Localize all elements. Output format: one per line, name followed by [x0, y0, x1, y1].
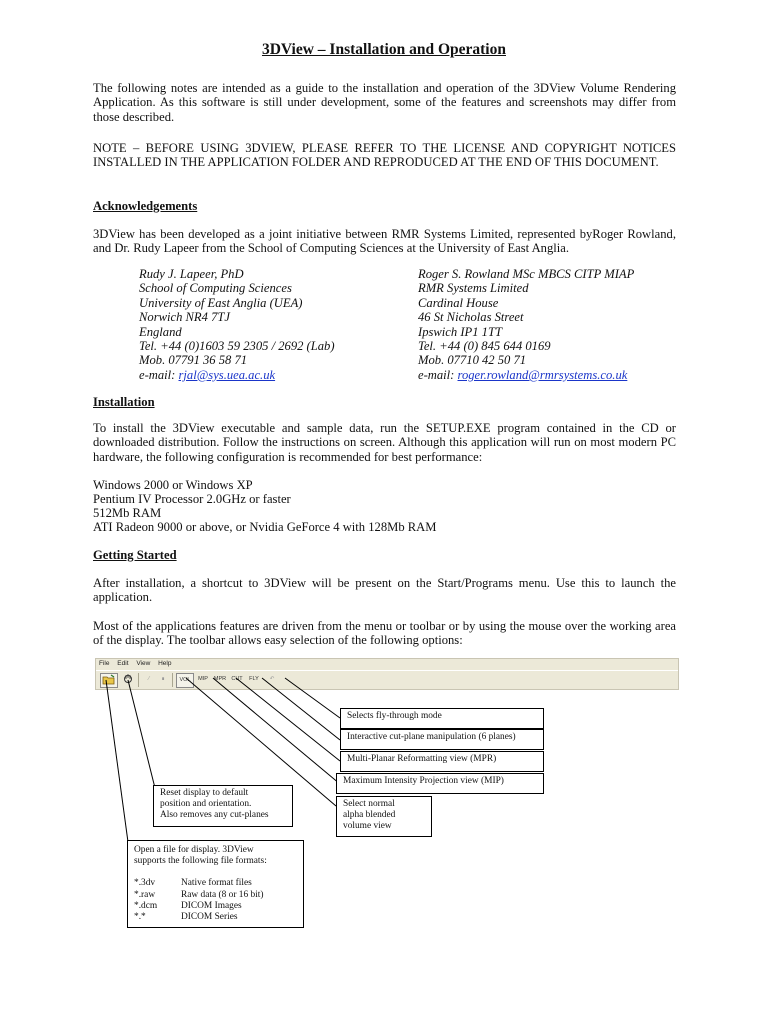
requirement-item: Pentium IV Processor 2.0GHz or faster: [93, 492, 291, 506]
contact-line: England: [139, 324, 182, 339]
contact-line: Norwich NR4 7TJ: [139, 310, 230, 325]
contact-line: Roger S. Rowland MSc MBCS CITP MIAP: [418, 267, 635, 281]
mip-button[interactable]: MIP: [198, 676, 208, 682]
contact-line: 46 St Nicholas Street: [418, 310, 524, 325]
leader-mip: [213, 678, 340, 784]
format-row: [134, 912, 297, 923]
tool-icon[interactable]: ∎: [161, 676, 165, 682]
contact-line: University of East Anglia (UEA): [139, 295, 303, 310]
callout-text: Open a file for display. 3DView: [134, 845, 254, 855]
leader-mpr: [236, 678, 340, 761]
email-prefix: e-mail:: [418, 367, 458, 382]
callout-mpr: [340, 751, 544, 772]
requirement-item: 512Mb RAM: [93, 506, 162, 520]
email-link-lapeer[interactable]: rjal@sys.uea.ac.uk: [178, 367, 276, 382]
acknowledgements-heading: Acknowledgements: [93, 199, 198, 213]
getting-started-heading: Getting Started: [93, 548, 177, 562]
callout-vol: [336, 796, 432, 837]
contact-line: Cardinal House: [418, 295, 499, 310]
email-link-rowland[interactable]: roger.rowland@rmrsystems.co.uk: [457, 367, 628, 382]
callout-fly: [340, 708, 544, 729]
contact-line: Mob. 07710 42 50 71: [418, 353, 527, 368]
vol-button[interactable]: VOL: [176, 673, 194, 688]
callout-text: Maximum Intensity Projection view (MIP): [343, 776, 504, 786]
contact-line: Tel. +44 (0) 845 644 0169: [418, 339, 551, 354]
contact-line: Ipswich IP1 1TT: [418, 324, 502, 339]
callout-text: Also removes any cut-planes: [160, 810, 269, 821]
contact-line: School of Computing Sciences: [139, 281, 292, 296]
callout-text: Selects fly-through mode: [347, 711, 442, 721]
callout-text: Multi-Planar Reformatting view (MPR): [347, 754, 497, 764]
installation-paragraph: To install the 3DView executable and sample data, run the SETUP.EXE program contained in the CD or downloaded distribution. Follow the instructions on screen. Although this application will run on most modern PC hardware, the following configuration is recommended for best performance:: [93, 421, 676, 464]
contact-line: Rudy J. Lapeer, PhD: [139, 267, 244, 281]
tool-icon[interactable]: ⁄: [148, 676, 150, 682]
format-ext: *.raw: [134, 889, 156, 900]
format-desc: DICOM Images: [181, 900, 242, 911]
format-row: [134, 901, 297, 912]
fly-button[interactable]: FLY: [249, 676, 259, 682]
callout-text: alpha blended: [343, 810, 396, 821]
leader-fly: [285, 678, 340, 718]
undo-icon[interactable]: ↶: [269, 676, 275, 682]
leader-open: [106, 680, 128, 842]
leader-reset: [128, 680, 155, 788]
format-desc: DICOM Series: [181, 912, 238, 923]
format-desc: Raw data (8 or 16 bit): [181, 889, 264, 900]
cut-button[interactable]: CUT: [231, 676, 243, 682]
license-note: NOTE – BEFORE USING 3DVIEW, PLEASE REFER TO THE LICENSE AND COPYRIGHT NOTICES INSTALLED IN THE APPLICATION FOLDER AND REPRODUCED AT THE END OF THIS DOCUMENT.: [93, 141, 676, 170]
getting-started-paragraph-2: Most of the applications features are driven from the menu or toolbar or by using the mouse over the working area of the display. The toolbar allows easy selection of the following options:: [93, 619, 676, 648]
callout-spacer: [134, 867, 297, 878]
callout-mip: [336, 773, 544, 794]
installation-heading: Installation: [93, 395, 155, 409]
acknowledgements-paragraph: 3DView has been developed as a joint initiative between RMR Systems Limited, represented byRoger Rowland, and Dr. Rudy Lapeer from the School of Computing Sciences at the University of East Anglia.: [93, 227, 676, 256]
requirement-item: ATI Radeon 9000 or above, or Nvidia GeForce 4 with 128Mb RAM: [93, 520, 437, 534]
callout-text: position and orientation.: [160, 799, 252, 810]
format-desc: Native format files: [181, 878, 252, 889]
callout-open: [127, 840, 304, 928]
callout-text: supports the following file formats:: [134, 856, 267, 867]
callout-text: Interactive cut-plane manipulation (6 planes): [347, 732, 516, 742]
callout-text: Reset display to default: [160, 788, 249, 798]
intro-paragraph: The following notes are intended as a guide to the installation and operation of the 3DView Volume Rendering Application. As this software is still under development, some of the features and screenshots may differ from those described.: [93, 81, 676, 124]
format-ext: *.*: [134, 912, 146, 923]
format-row: [134, 878, 297, 889]
menu-file[interactable]: File: [99, 660, 110, 667]
mpr-button[interactable]: MPR: [213, 676, 227, 682]
contact-line: Mob. 07791 36 58 71: [139, 353, 248, 368]
format-ext: *.3dv: [134, 878, 156, 889]
menu-view[interactable]: View: [136, 660, 151, 667]
callout-cut: [340, 729, 544, 750]
callout-text: volume view: [343, 821, 392, 832]
menu-help[interactable]: Help: [158, 660, 172, 667]
document-title: 3DView – Installation and Operation: [261, 41, 506, 58]
callout-text: Select normal: [343, 799, 395, 809]
getting-started-paragraph-1: After installation, a shortcut to 3DView will be present on the Start/Programs menu. Use this to launch the application.: [93, 576, 676, 605]
requirement-item: Windows 2000 or Windows XP: [93, 478, 253, 492]
format-row: [134, 890, 297, 901]
contact-line: RMR Systems Limited: [418, 281, 529, 296]
callout-reset: [153, 785, 293, 827]
email-prefix: e-mail:: [139, 367, 179, 382]
menu-edit[interactable]: Edit: [117, 660, 129, 667]
format-ext: *.dcm: [134, 900, 158, 911]
contact-line: Tel. +44 (0)1603 59 2305 / 2692 (Lab): [139, 339, 335, 354]
